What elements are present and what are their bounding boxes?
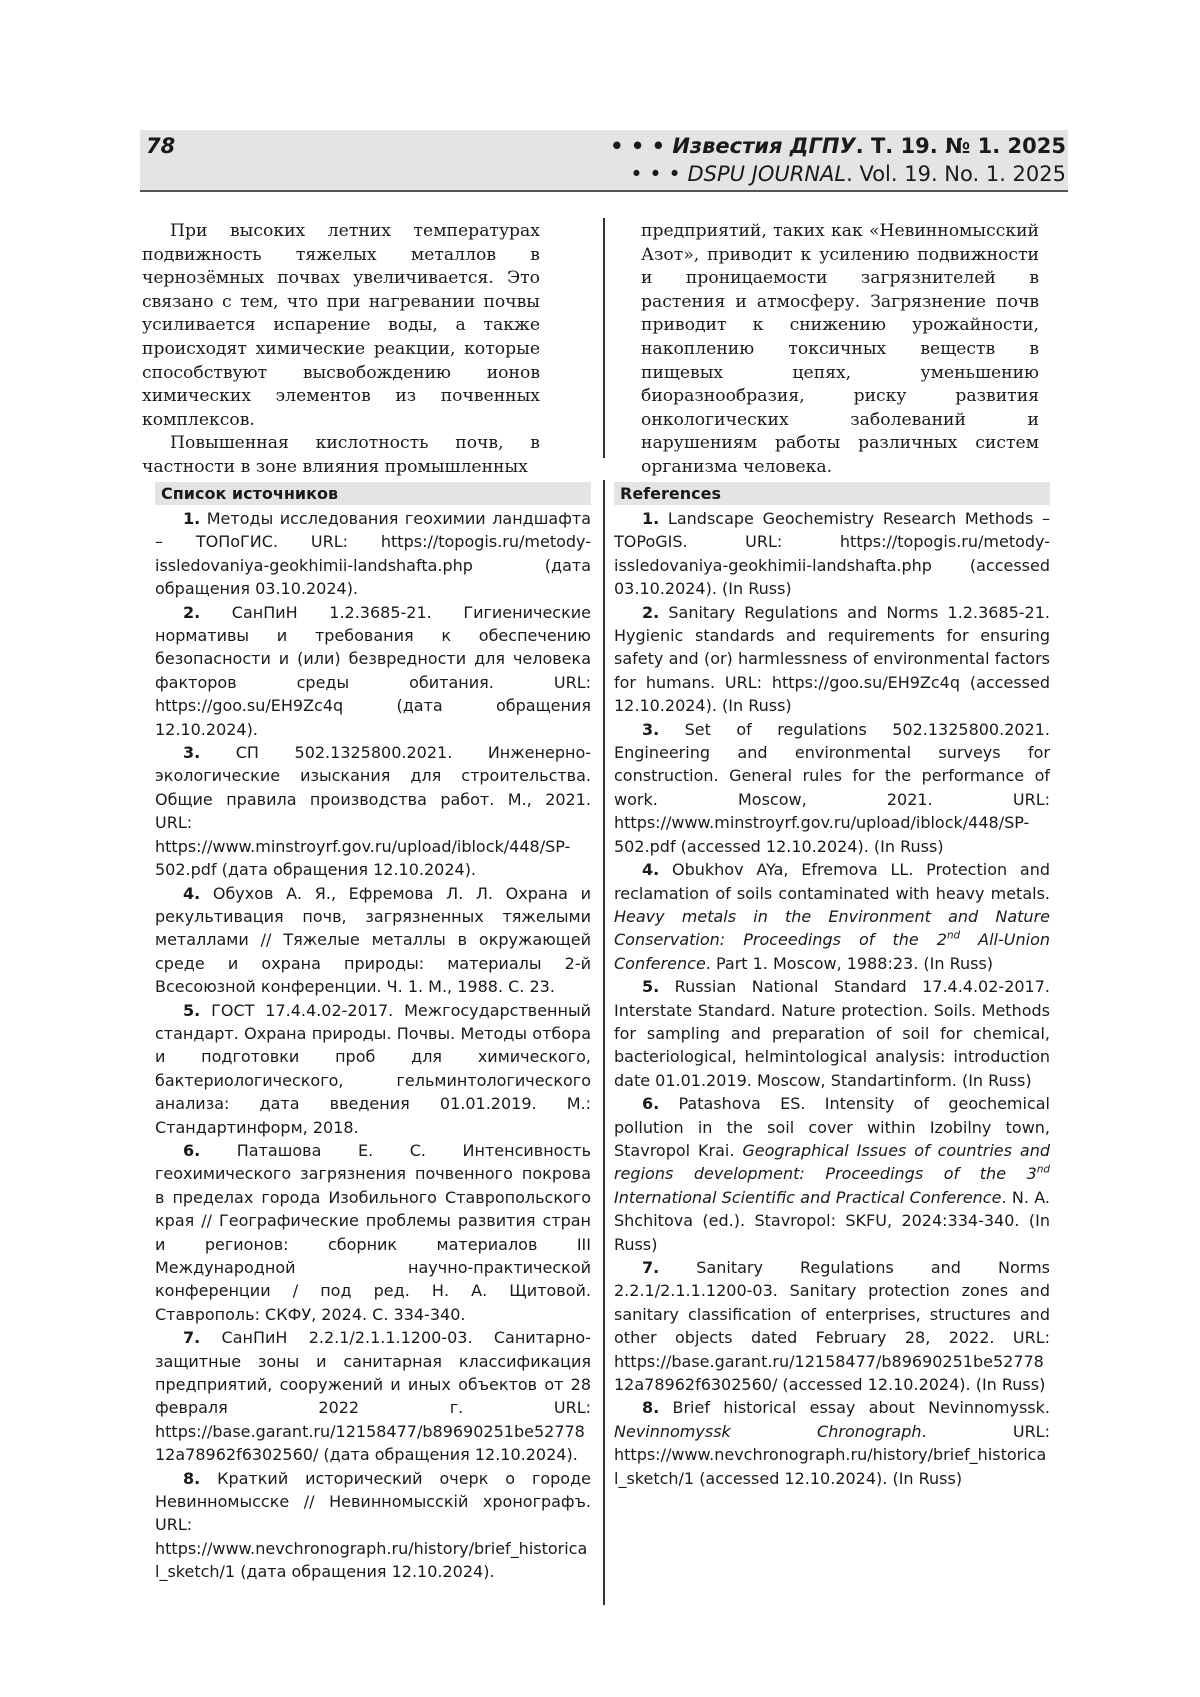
reference-text: СП 502.1325800.2021. Инженерно-экологические изыскания для строительства. Общие правила производства работ. М., 2021. URL: https://www.minstroyrf.gov.ru/upload/iblock/448/SP-502.pdf (дата обращения 12.10.2024). — [155, 743, 591, 879]
reference-text: International Scientific and Practical Conference — [614, 1188, 1001, 1207]
reference-item — [614, 1092, 1050, 1256]
references-ru — [155, 482, 591, 1584]
reference-text: СанПиН 2.2.1/2.1.1.1200-03. Санитарно-защитные зоны и санитарная классификация предприятий, сооружений и иных объектов от 28 февраля 2022 г. URL: https://base.garant.ru/12158477/b89690251be5277812a78962f6302560/ (дата обращения 12.10.2024). — [155, 1328, 591, 1464]
reference-text: . N. A. Shchitova (ed.). Stavropol: SKFU, 2024:334-340. (In Russ) — [614, 1188, 1050, 1254]
reference-number: 2. — [183, 603, 200, 622]
page-number: 78 — [146, 134, 175, 158]
reference-text: Russian National Standard 17.4.4.02-2017. Interstate Standard. Nature protection. Soils. Methods for sampling and preparation of soil for chemical, bacteriological, helmintological analysis: introduction date 01.01.2019. Moscow, Standartinform. (In Russ) — [614, 977, 1050, 1090]
journal-title-ru — [610, 134, 1066, 158]
references-en-heading: References — [614, 482, 1050, 505]
reference-text: Краткий исторический очерк о городе Невинномысске // Невинномысскій хронографъ. URL: https://www.nevchronograph.ru/history/brief_historical_sketch/1 (дата обращения 12.10.2024). — [155, 1469, 591, 1582]
body-paragraph: Повышенная кислотность почв, в частности в зоне влияния промышленных — [142, 432, 540, 479]
body-column-right — [641, 220, 1039, 480]
reference-number: 3. — [642, 720, 659, 739]
reference-item — [614, 975, 1050, 1092]
references-ru-list — [155, 507, 591, 1584]
reference-item — [614, 1396, 1050, 1490]
reference-number: 7. — [642, 1258, 659, 1277]
reference-number: 3. — [183, 743, 200, 762]
reference-text: Обухов А. Я., Ефремова Л. Л. Охрана и рекультивация почв, загрязненных тяжелыми металлами // Тяжелые металлы в окружающей среде и охрана природы: материалы 2-й Всесоюзной конференции. Ч. 1. М., 1988. С. 23. — [155, 884, 591, 997]
reference-text: СанПиН 1.2.3685-21. Гигиенические нормативы и требования к обеспечению безопасности и (или) безвредности для человека факторов среды обитания. URL: https://goo.su/EH9Zc4q (дата обращения 12.10.2024). — [155, 603, 591, 739]
journal-en-prefix: • • • — [630, 162, 687, 186]
references-ru-heading: Список источников — [155, 482, 591, 505]
column-divider — [603, 480, 605, 1605]
body-paragraph: предприятий, таких как «Невинномысский Азот», приводит к усилению подвижности и проницаемости загрязнителей в растения и атмосферу. Загрязнение почв приводит к снижению урожайности, накоплению токсичных веществ в пищевых цепях, уменьшению биоразнообразия, риску развития онкологических заболеваний и нарушениям работы различных систем организма человека. — [641, 220, 1039, 480]
reference-text: Brief historical essay about Nevinnomyssk. — [659, 1398, 1050, 1417]
reference-number: 2. — [642, 603, 659, 622]
journal-ru-prefix: • • • — [610, 134, 672, 158]
reference-text: Landscape Geochemistry Research Methods – TOPoGIS. URL: https://topogis.ru/metody-issledovaniya-geokhimii-landshafta.php (accessed 03.10.2024). (In Russ) — [614, 509, 1050, 598]
reference-number: 6. — [642, 1094, 659, 1113]
reference-text: Obukhov AYa, Efremova LL. Protection and reclamation of soils contaminated with heavy metals. — [614, 860, 1050, 902]
reference-number: 4. — [642, 860, 659, 879]
references-en — [614, 482, 1050, 1490]
reference-item — [614, 507, 1050, 601]
reference-item — [155, 601, 591, 741]
reference-number: 1. — [642, 509, 659, 528]
reference-text: Geographical Issues of countries and regions development: Proceedings of the 3 — [614, 1141, 1050, 1183]
reference-item — [155, 1326, 591, 1466]
reference-text: Heavy metals in the Environment and Nature Conservation: Proceedings of the 2 — [614, 907, 1050, 949]
reference-number: 8. — [642, 1398, 659, 1417]
reference-text: Паташова Е. С. Интенсивность геохимического загрязнения почвенного покрова в пределах города Изобильного Ставропольского края // Географические проблемы развития стран и регионов: сборник материалов III Международной научно-практической конференции / под ред. Н. А. Щитовой. Ставрополь: СКФУ, 2024. С. 334-340. — [155, 1141, 591, 1324]
body-paragraph: При высоких летних температурах подвижность тяжелых металлов в чернозёмных почвах увеличивается. Это связано с тем, что при нагревании почвы усиливается испарение воды, а также происходят химические реакции, которые способствуют высвобождению ионов химических элементов из почвенных комплексов. — [142, 220, 540, 432]
reference-item — [614, 601, 1050, 718]
reference-text: nd — [1037, 1164, 1050, 1176]
reference-item — [155, 1139, 591, 1326]
reference-number: 5. — [642, 977, 659, 996]
column-divider — [603, 218, 605, 458]
reference-text: . URL: https://www.nevchronograph.ru/history/brief_historical_sketch/1 (accessed 12.10.2024). (In Russ) — [614, 1422, 1050, 1488]
reference-item — [614, 1256, 1050, 1396]
reference-number: 6. — [183, 1141, 200, 1160]
reference-text: Set of regulations 502.1325800.2021. Engineering and environmental surveys for construction. General rules for the performance of work. Moscow, 2021. URL: https://www.minstroyrf.gov.ru/upload/iblock/448/SP-502.pdf (accessed 12.10.2024). (In Russ) — [614, 720, 1050, 856]
reference-text: Методы исследования геохимии ландшафта – ТОПоГИС. URL: https://topogis.ru/metody-issledovaniya-geokhimii-landshafta.php (дата обращения 03.10.2024). — [155, 509, 591, 598]
reference-text: ГОСТ 17.4.4.02-2017. Межгосударственный стандарт. Охрана природы. Почвы. Методы отбора и подготовки проб для химического, бактериологического, гельминтологического анализа: дата введения 01.01.2019. М.: Стандартинформ, 2018. — [155, 1001, 591, 1137]
page-header — [140, 130, 1068, 192]
journal-ru-name: Известия ДГПУ — [672, 134, 855, 158]
reference-number: 5. — [183, 1001, 200, 1020]
reference-item — [614, 858, 1050, 975]
reference-text: . Part 1. Moscow, 1988:23. (In Russ) — [706, 954, 993, 973]
reference-text: Patashova ES. Intensity of geochemical pollution in the soil cover within Izobilny town, Stavropol Krai. — [614, 1094, 1050, 1160]
journal-ru-issue: . Т. 19. № 1. 2025 — [856, 134, 1066, 158]
reference-text: Nevinnomyssk Chronograph — [614, 1422, 922, 1441]
reference-text: Sanitary Regulations and Norms 1.2.3685-21. Hygienic standards and requirements for ensuring safety and (or) harmlessness of environmental factors for humans. URL: https://goo.su/EH9Zc4q (accessed 12.10.2024). (In Russ) — [614, 603, 1050, 716]
reference-number: 4. — [183, 884, 200, 903]
reference-text: All-Union Conference — [614, 930, 1050, 972]
reference-item — [155, 882, 591, 999]
journal-en-name: DSPU JOURNAL — [687, 162, 846, 186]
reference-text: Sanitary Regulations and Norms 2.2.1/2.1.1.1200-03. Sanitary protection zones and sanitary classification of enterprises, structures and other objects dated February 28, 2022. URL: https://base.garant.ru/12158477/b89690251be5277812a78962f6302560/ (accessed 12.10.2024). (In Russ) — [614, 1258, 1050, 1394]
reference-item — [155, 999, 591, 1139]
reference-number: 1. — [183, 509, 200, 528]
reference-number: 8. — [183, 1469, 200, 1488]
journal-en-issue: . Vol. 19. No. 1. 2025 — [846, 162, 1066, 186]
reference-item — [614, 718, 1050, 858]
journal-title-en — [630, 162, 1066, 186]
reference-item — [155, 741, 591, 881]
reference-text: nd — [947, 930, 960, 942]
reference-item — [155, 507, 591, 601]
reference-number: 7. — [183, 1328, 200, 1347]
references-en-list — [614, 507, 1050, 1490]
body-column-left — [142, 220, 540, 480]
reference-item — [155, 1467, 591, 1584]
